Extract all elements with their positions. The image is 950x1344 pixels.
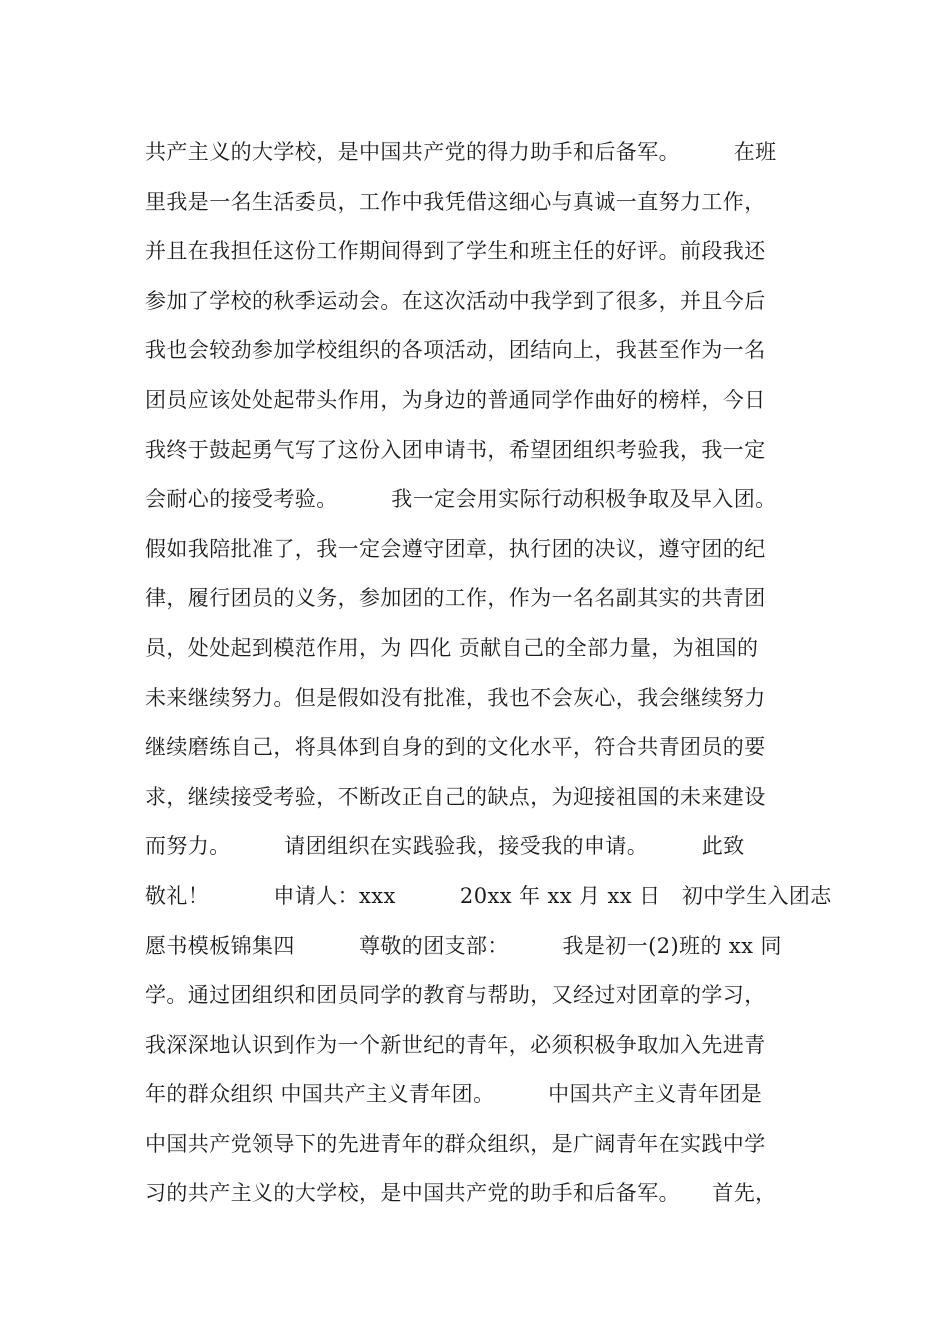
text-line: 学。通过团组织和团员同学的教育与帮助，又经过对团章的学习， <box>145 983 766 1008</box>
text-line: 而努力。 请团组织在实践验我，接受我的申请。 此致 <box>145 834 745 859</box>
text-line: 我深深地认识到作为一个新世纪的青年，必须积极争取加入先进青 <box>145 1032 766 1057</box>
text-line: 未来继续努力。但是假如没有批准，我也不会灰心，我会继续努力 <box>145 685 766 710</box>
text-line: 员，处处起到模范作用，为 四化 贡献自己的全部力量，为祖国的 <box>145 635 759 660</box>
text-line: 年的群众组织 中国共产主义青年团。 中国共产主义青年团是 <box>145 1082 763 1107</box>
text-line: 律，履行团员的义务，参加团的工作，作为一名名副其实的共青团 <box>145 586 766 611</box>
text-line: 我终于鼓起勇气写了这份入团申请书，希望团组织考验我，我一定 <box>145 437 766 462</box>
text-line: 共产主义的大学校，是中国共产党的得力助手和后备军。 在班 <box>145 140 777 164</box>
text-line: 并且在我担任这份工作期间得到了学生和班主任的好评。前段我还 <box>145 239 766 264</box>
body-text <box>145 132 845 1223</box>
text-line: 我也会较劲参加学校组织的各项活动，团结向上，我甚至作为一名 <box>145 338 766 363</box>
text-line: 继续磨练自己，将具体到自身的到的文化水平，符合共青团员的要 <box>145 735 766 760</box>
text-line: 习的共产主义的大学校，是中国共产党的助手和后备军。 首先， <box>145 1181 777 1206</box>
text-line: 愿书模板锦集四 尊敬的团支部： 我是初一(2)班的 xx 同 <box>145 933 782 958</box>
text-line: 求，继续接受考验，不断改正自己的缺点，为迎接祖国的未来建设 <box>145 784 766 809</box>
text-line: 参加了学校的秋季运动会。在这次活动中我学到了很多，并且今后 <box>145 288 766 313</box>
text-line: 会耐心的接受考验。 我一定会用实际行动积极争取及早入团。 <box>145 487 777 512</box>
text-line: 里我是一名生活委员，工作中我凭借这细心与真诚一直努力工作， <box>145 189 766 214</box>
text-line: 敬礼！ 申请人：xxx 20xx 年 xx 月 xx 日 初中学生入团志 <box>145 883 832 908</box>
text-line: 团员应该处处起带头作用，为身边的普通同学作曲好的榜样，今日 <box>145 387 766 412</box>
text-line: 中国共产党领导下的先进青年的群众组织，是广阔青年在实践中学 <box>145 1131 766 1156</box>
text-line: 假如我陪批准了，我一定会遵守团章，执行团的决议，遵守团的纪 <box>145 536 766 561</box>
